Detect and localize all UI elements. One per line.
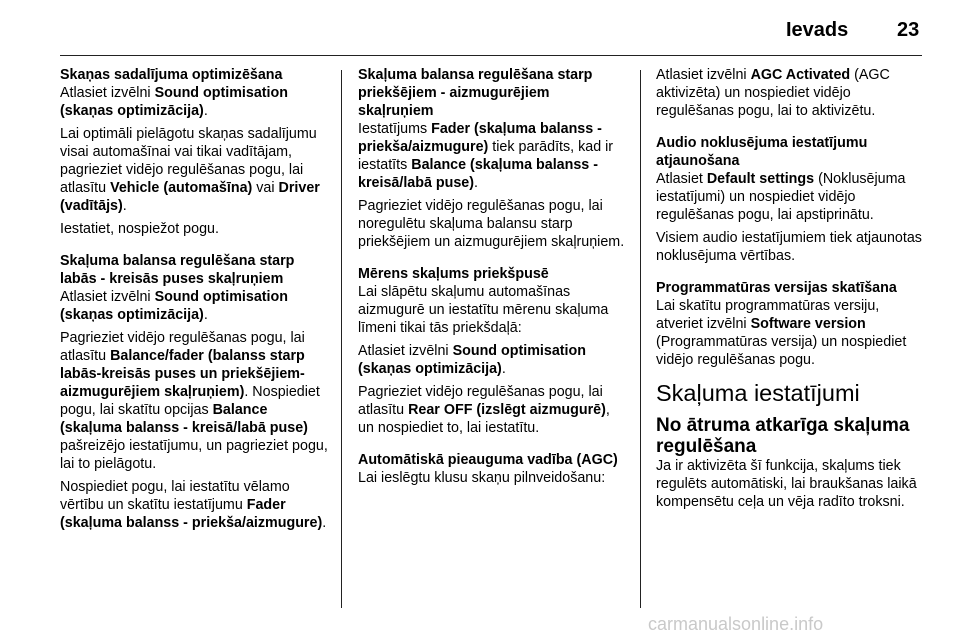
paragraph: Iestatiet, nospiežot pogu. xyxy=(60,221,219,237)
paragraph: Atlasiet izvēlni Sound optimisation (skaņas optimizācija). xyxy=(358,343,586,377)
paragraph: Lai ieslēgtu klusu skaņu pilnveidošanu: xyxy=(358,470,606,486)
header-divider xyxy=(60,55,922,56)
paragraph: Pagrieziet vidējo regulēšanas pogu, lai noregulētu skaļuma balansu starp priekšējiem un aizmugurējiem skaļruņiem. xyxy=(358,198,625,250)
paragraph: Visiem audio iestatījumiem tiek atjaunotas noklusējuma vērtības. xyxy=(656,230,922,264)
paragraph: Pagrieziet vidējo regulēšanas pogu, lai atlasītu Balance/fader (balanss starp labās-kreisās puses un priekšējiem-aizmugurējiem skaļruņiem). Nospiediet pogu, lai skatītu opcijas Balance (skaļuma balanss - kreisā/labā puse) pašreizējo iestatījumu, un pagrieziet pogu, lai to pielāgotu. xyxy=(60,330,328,472)
subsection-title-speed-volume: No ātruma atkarīga skaļuma regulēšana xyxy=(656,415,910,457)
paragraph: Lai skatītu programmatūras versiju, atveriet izvēlni Software version (Programmatūras versija) un nospiediet vidējo regulēšanas pogu. xyxy=(656,298,907,368)
section-heading-audio-defaults: Audio noklusējuma iestatījumu atjaunošana xyxy=(656,135,868,169)
paragraph: Lai slāpētu skaļumu automašīnas aizmugurē un iestatītu mērenu skaļuma līmeni tikai tās priekšdaļā: xyxy=(358,284,609,336)
column-divider-1 xyxy=(341,70,342,608)
page-number: 23 xyxy=(897,19,920,41)
column-1 xyxy=(60,66,332,537)
paragraph: Atlasiet izvēlni Sound optimisation (skaņas optimizācija). xyxy=(60,85,288,119)
paragraph: Nospiediet pogu, lai iestatītu vēlamo vērtību un skatītu iestatījumu Fader (skaļuma balanss - priekša/aizmugure). xyxy=(60,479,327,531)
section-heading-front-rear-balance: Skaļuma balansa regulēšana starp priekšējiem - aizmugurējiem skaļruņiem xyxy=(358,67,593,119)
paragraph: Lai optimāli pielāgotu skaņas sadalījumu visai automašīnai vai tikai vadītājam, pagrieziet vidējo regulēšanas pogu, lai atlasītu Vehicle (automašīna) vai Driver (vadītājs). xyxy=(60,126,320,214)
chapter-title-volume-settings: Skaļuma iestatījumi xyxy=(656,380,860,406)
paragraph: Ja ir aktivizēta šī funkcija, skaļums tiek regulēts automātiski, lai braukšanas laikā kompensētu ceļa un vēja radīto troksni. xyxy=(656,458,917,510)
column-3 xyxy=(656,66,926,516)
section-heading-software-version: Programmatūras versijas skatīšana xyxy=(656,280,897,296)
page-header-title: Ievads xyxy=(786,19,849,41)
section-heading-sound-distribution: Skaņas sadalījuma optimizēšana xyxy=(60,67,283,83)
paragraph: Atlasiet Default settings (Noklusējuma iestatījumi) un nospiediet vidējo regulēšanas pogu, lai apstiprinātu. xyxy=(656,171,906,223)
section-heading-left-right-balance: Skaļuma balansa regulēšana starp labās - kreisās puses skaļruņiem xyxy=(60,253,295,287)
column-divider-2 xyxy=(640,70,641,608)
paragraph: Pagrieziet vidējo regulēšanas pogu, lai atlasītu Rear OFF (izslēgt aizmugurē), un nospiediet to, lai iestatītu. xyxy=(358,384,610,436)
column-2 xyxy=(358,66,628,492)
paragraph: Iestatījums Fader (skaļuma balanss - priekša/aizmugure) tiek parādīts, kad ir iestatīts Balance (skaļuma balanss - kreisā/labā puse). xyxy=(358,121,614,191)
section-heading-moderate-front-volume: Mērens skaļums priekšpusē xyxy=(358,266,549,282)
section-heading-agc: Automātiskā pieauguma vadība (AGC) xyxy=(358,452,618,468)
watermark-text: carmanualsonline.info xyxy=(648,614,824,634)
paragraph: Atlasiet izvēlni Sound optimisation (skaņas optimizācija). xyxy=(60,289,288,323)
paragraph: Atlasiet izvēlni AGC Activated (AGC aktivizēta) un nospiediet vidējo regulēšanas pogu, lai to aktivizētu. xyxy=(656,67,890,119)
